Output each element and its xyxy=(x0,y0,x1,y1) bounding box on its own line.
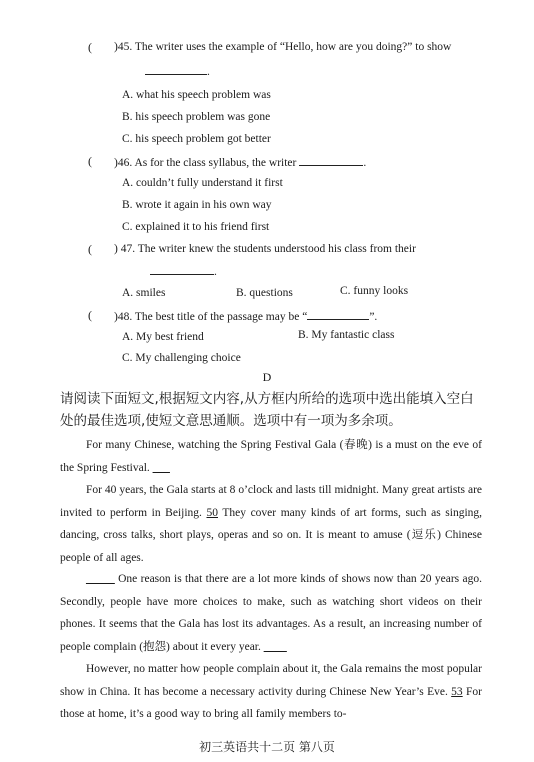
q46-stem: )46. As for the class syllabus, the writer . xyxy=(114,157,367,169)
blank-53[interactable]: 53 xyxy=(451,685,463,698)
blank-51[interactable]: _____ xyxy=(86,573,115,585)
q47-paren: ( xyxy=(88,242,92,256)
reading-instructions: 请阅读下面短文,根据短文内容,从方框内所给的选项中选出能填入空白处的最佳选项,使短文意思通顺。选项中有一项为多余项。 xyxy=(60,391,474,429)
page-footer: 初三英语共十二页 第八页 xyxy=(199,740,335,754)
q46-option-a[interactable]: A. couldn’t fully understand it first xyxy=(122,177,283,189)
q47-option-a[interactable]: A. smiles xyxy=(122,287,166,299)
q45-option-b[interactable]: B. his speech problem was gone xyxy=(122,111,271,123)
blank-52[interactable]: ____ xyxy=(263,640,287,653)
q46-option-c[interactable]: C. explained it to his friend first xyxy=(122,221,270,233)
q48-option-b[interactable]: B. My fantastic class xyxy=(298,329,395,341)
passage-paragraph-1: For many Chinese, watching the Spring Festival Gala (春晚) is a must on the eve of the Spring Festival. ___ xyxy=(60,439,482,474)
blank-49[interactable]: ___ xyxy=(152,461,170,474)
q48-option-a[interactable]: A. My best friend xyxy=(122,331,204,343)
blank-50[interactable]: 50 xyxy=(206,506,218,519)
section-d-heading: D xyxy=(262,370,272,384)
q48-paren: ( xyxy=(88,308,92,322)
q45-paren: ( xyxy=(88,40,92,54)
q46-option-b[interactable]: B. wrote it again in his own way xyxy=(122,199,272,211)
q47-stem: ) 47. The writer knew the students understood his class from their xyxy=(114,243,416,255)
passage-paragraph-3: _____ One reason is that there are a lot more kinds of shows now than 20 years ago. Secondly, people have more choices to make, such as watching short videos on their phones. It seems that the Gala has lost its advantages. As a result, an increasing number of people complain (抱怨) about it every year. ____ xyxy=(60,573,483,653)
q47-answer-line[interactable]: . xyxy=(150,264,217,278)
q45-option-c[interactable]: C. his speech problem got better xyxy=(122,133,271,145)
passage-paragraph-4: However, no matter how people complain about it, the Gala remains the most popular show in China. It has become a necessary activity during Chinese New Year’s Eve. 53 For those at home, it’s a good way to bring all family members to- xyxy=(60,663,482,720)
q47-option-b[interactable]: B. questions xyxy=(236,287,293,299)
passage-paragraph-2: For 40 years, the Gala starts at 8 o’clock and lasts till midnight. Many great artists are invited to perform in Beijing. 50 They cover many kinds of art forms, such as singing, dancing, cross talks, short plays, operas and so on. It is meant to amuse (逗乐) Chinese people of all ages. xyxy=(60,484,483,564)
q48-option-c[interactable]: C. My challenging choice xyxy=(122,352,241,364)
q45-stem: )45. The writer uses the example of “Hello, how are you doing?” to show xyxy=(114,41,452,53)
q45-answer-line[interactable]: . xyxy=(145,64,210,78)
q46-paren: ( xyxy=(88,154,92,168)
q47-option-c[interactable]: C. funny looks xyxy=(340,285,409,297)
q48-stem: )48. The best title of the passage may be “ ”. xyxy=(114,311,378,323)
q45-option-a[interactable]: A. what his speech problem was xyxy=(122,89,271,101)
